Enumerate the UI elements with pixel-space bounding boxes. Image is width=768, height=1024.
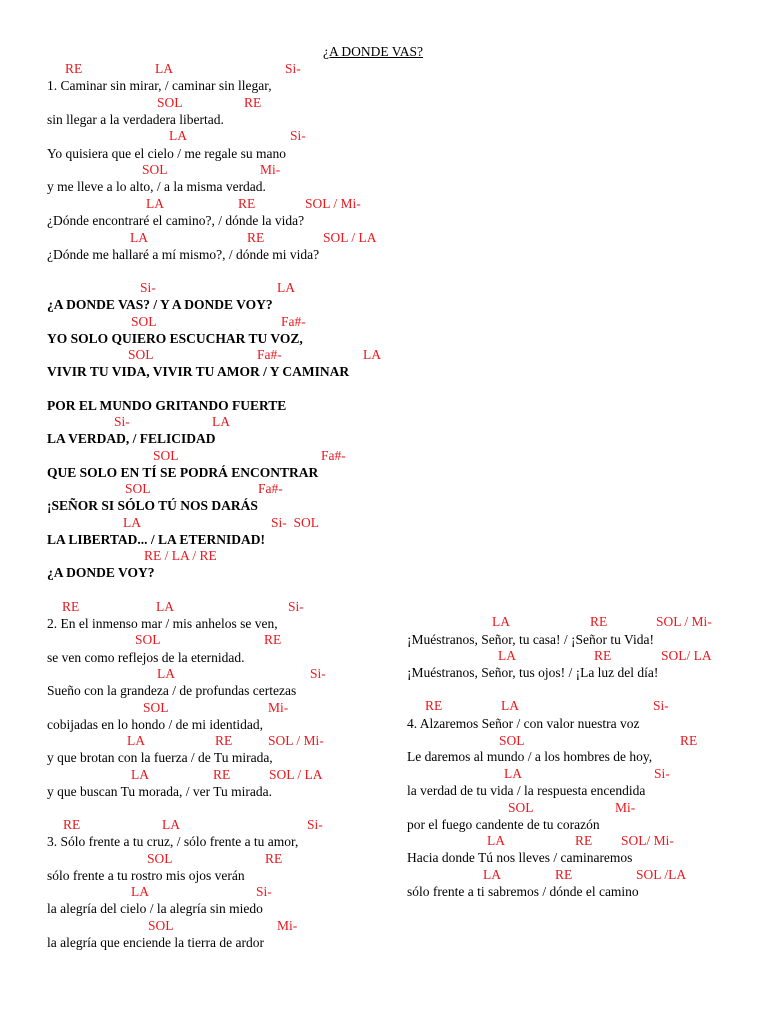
lyric-line: la alegría que enciende la tierra de ardor (47, 935, 264, 950)
chord: SOL / LA (269, 767, 323, 782)
chord: RE (244, 95, 262, 110)
chord: LA (363, 347, 381, 362)
chord: RE (265, 851, 283, 866)
chord: RE (238, 196, 256, 211)
chord: RE (62, 599, 80, 614)
lyric-line: la alegría del cielo / la alegría sin miedo (47, 901, 263, 916)
chorus-line: ¿A DONDE VOY? (47, 565, 155, 580)
lyric-line: y que brotan con la fuerza / de Tu mirada, (47, 750, 273, 765)
chord: SOL (148, 918, 174, 933)
chord: RE (247, 230, 265, 245)
chord: LA (130, 230, 148, 245)
chord: SOL (131, 314, 157, 329)
chord: RE (594, 648, 612, 663)
chord: SOL (157, 95, 183, 110)
chord: SOL / Mi- (305, 196, 361, 211)
chord: Mi- (277, 918, 298, 933)
lyric-line: ¡Muéstranos, Señor, tu casa! / ¡Señor tu Vida! (407, 632, 654, 647)
chord: SOL (499, 733, 525, 748)
chord: RE (555, 867, 573, 882)
lyric-line: ¿Dónde encontraré el camino?, / dónde la vida? (47, 213, 305, 228)
lyric-line: ¡Muéstranos, Señor, tus ojos! / ¡La luz del día! (407, 665, 659, 680)
chord: RE (213, 767, 231, 782)
chorus-line: LA LIBERTAD... / LA ETERNIDAD! (47, 532, 265, 547)
lyric-line: Hacia donde Tú nos lleves / caminaremos (407, 850, 633, 865)
chorus-line: VIVIR TU VIDA, VIVIR TU AMOR / Y CAMINAR (47, 364, 350, 379)
chord: Si- (654, 766, 670, 781)
chord: LA (155, 61, 173, 76)
chord: RE (425, 698, 443, 713)
chord: Si- (114, 414, 130, 429)
lyric-line: cobijadas en lo hondo / de mi identidad, (47, 717, 263, 732)
chorus-line: LA VERDAD, / FELICIDAD (47, 431, 216, 446)
chord: Fa#- (258, 481, 283, 496)
chord: SOL (153, 448, 179, 463)
chorus-line: ¡SEÑOR SI SÓLO TÚ NOS DARÁS (47, 498, 258, 513)
chord: Si- (285, 61, 301, 76)
lyric-line: sólo frente a ti sabremos / dónde el camino (407, 884, 639, 899)
chord: LA (504, 766, 522, 781)
chord: SOL / LA (323, 230, 377, 245)
chord: Mi- (260, 162, 281, 177)
chord: SOL / Mi- (268, 733, 324, 748)
chord: SOL /LA (636, 867, 687, 882)
lyric-line: sólo frente a tu rostro mis ojos verán (47, 868, 245, 883)
chord: LA (127, 733, 145, 748)
chord: RE (63, 817, 81, 832)
chord: Si- (653, 698, 669, 713)
chorus-line: QUE SOLO EN TÍ SE PODRÁ ENCONTRAR (47, 465, 319, 480)
chord: SOL (125, 481, 151, 496)
chord: LA (498, 648, 516, 663)
chord: Si- (256, 884, 272, 899)
lyric-line: Sueño con la grandeza / de profundas certezas (47, 683, 297, 698)
lyric-line: Le daremos al mundo / a los hombres de hoy, (407, 749, 653, 764)
lyric-line: y que buscan Tu morada, / ver Tu mirada. (47, 784, 272, 799)
chord: Si- (290, 128, 306, 143)
chord: RE / LA / RE (144, 548, 217, 563)
chord: LA (277, 280, 295, 295)
lyric-line: y me lleve a lo alto, / a la misma verdad. (47, 179, 266, 194)
chord: Fa#- (281, 314, 306, 329)
lyric-line: 1. Caminar sin mirar, / caminar sin llegar, (47, 78, 272, 93)
chord: LA (131, 767, 149, 782)
chord: LA (146, 196, 164, 211)
chord: LA (492, 614, 510, 629)
chord: RE (65, 61, 83, 76)
chord: LA (169, 128, 187, 143)
chord: RE (215, 733, 233, 748)
chord: Si- (307, 817, 323, 832)
chord: SOL/ LA (661, 648, 712, 663)
chord: SOL / Mi- (656, 614, 712, 629)
chord: RE (575, 833, 593, 848)
chord: SOL (143, 700, 169, 715)
chorus-line: YO SOLO QUIERO ESCUCHAR TU VOZ, (47, 331, 303, 346)
chord: LA (156, 599, 174, 614)
chord: Mi- (268, 700, 289, 715)
lyric-line: Yo quisiera que el cielo / me regale su mano (47, 146, 286, 161)
lyric-line: 3. Sólo frente a tu cruz, / sólo frente a tu amor, (47, 834, 299, 849)
chord: SOL (142, 162, 168, 177)
song-title: ¿A DONDE VAS? (323, 44, 424, 59)
chord: Si- SOL (271, 515, 320, 530)
chord: RE (680, 733, 698, 748)
chord: Si- (140, 280, 156, 295)
chord: LA (212, 414, 230, 429)
chord: Si- (310, 666, 326, 681)
lyric-line: sin llegar a la verdadera libertad. (47, 112, 224, 127)
chorus-line: POR EL MUNDO GRITANDO FUERTE (47, 398, 287, 413)
chord: SOL/ Mi- (621, 833, 674, 848)
chord: LA (162, 817, 180, 832)
chord: SOL (128, 347, 154, 362)
lyric-line: 4. Alzaremos Señor / con valor nuestra voz (407, 716, 640, 731)
chord: Fa#- (321, 448, 346, 463)
chord: SOL (508, 800, 534, 815)
chorus-line: ¿A DONDE VAS? / Y A DONDE VOY? (47, 297, 273, 312)
lyric-line: por el fuego candente de tu corazón (407, 817, 600, 832)
lyric-line: se ven como reflejos de la eternidad. (47, 650, 245, 665)
chord: LA (487, 833, 505, 848)
lyric-line: ¿Dónde me hallaré a mí mismo?, / dónde mi vida? (47, 247, 320, 262)
chord: LA (123, 515, 141, 530)
chord: Mi- (615, 800, 636, 815)
lyric-line: 2. En el inmenso mar / mis anhelos se ven, (47, 616, 278, 631)
chord: LA (501, 698, 519, 713)
chord: LA (131, 884, 149, 899)
chord: SOL (135, 632, 161, 647)
chord: SOL (147, 851, 173, 866)
lyric-line: la verdad de tu vida / la respuesta encendida (407, 783, 646, 798)
chord: RE (264, 632, 282, 647)
chord: Fa#- (257, 347, 282, 362)
chord: RE (590, 614, 608, 629)
chord: Si- (288, 599, 304, 614)
chord: LA (483, 867, 501, 882)
chord: LA (157, 666, 175, 681)
